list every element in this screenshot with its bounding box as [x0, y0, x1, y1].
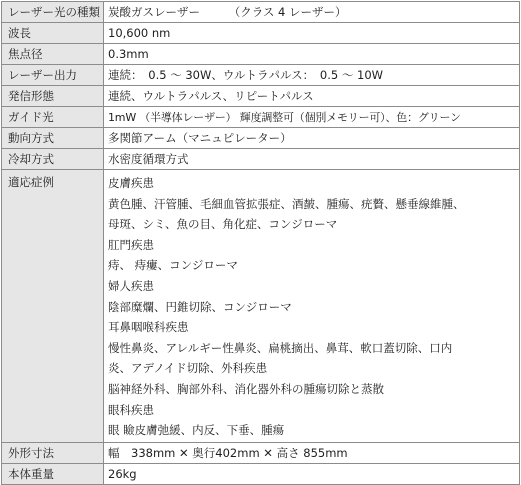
spec-row-wavelength	[2, 23, 520, 44]
spec-row-weight	[2, 464, 520, 485]
row-value: 連続： 0.5 〜 30W、ウルトラパルス： 0.5 〜 10W	[104, 65, 520, 86]
indication-item: 痔、 痔瘻、コンジローマ	[108, 258, 238, 273]
spec-row-emission-mode	[2, 86, 520, 107]
row-value: 炭酸ガスレーザー （クラス 4 レーザー）	[104, 2, 520, 23]
row-label: 冷却方式	[2, 149, 104, 170]
row-value: 1mW （半導体レーザー） 輝度調整可（個別メモリー可）、色：グリーン	[104, 107, 520, 128]
row-value: 連続、ウルトラパルス、リピートパルス	[104, 86, 520, 107]
row-value: 0.3mm	[104, 44, 520, 65]
row-label: 動向方式	[2, 128, 104, 149]
row-label: レーザー光の種類	[2, 2, 104, 23]
indication-item: 陰部糜爛、円錐切除、コンジローマ	[108, 299, 292, 314]
row-value: 26kg	[104, 464, 520, 485]
row-value: 多関節アーム（マニュピレーター）	[104, 128, 520, 149]
row-label: 外形寸法	[2, 443, 104, 464]
indication-item: 慢性鼻炎、アレルギー性鼻炎、扁桃摘出、鼻茸、軟口蓋切除、口内	[108, 340, 453, 355]
row-value: 水密度循環方式	[104, 149, 520, 170]
indication-item: 眼 瞼皮膚弛緩、内反、下垂、腫瘍	[108, 423, 285, 438]
laser-spec-table	[1, 1, 520, 485]
indication-category: 婦人疾患	[108, 278, 154, 293]
row-value: 幅 338mm ✕ 奥行402mm ✕ 高さ 855mm	[104, 443, 520, 464]
spec-row-indications	[2, 170, 520, 443]
spec-row-dimensions	[2, 443, 520, 464]
spec-row-drive-system	[2, 128, 520, 149]
indication-item: 炎、アデノイド切除、外科疾患	[108, 361, 268, 376]
indication-item: 脳神経外科、胸部外科、消化器外科の腫瘍切除と蒸散	[108, 381, 384, 396]
spec-row-focus-diameter	[2, 44, 520, 65]
indication-category: 耳鼻咽喉科疾患	[108, 320, 189, 335]
indication-item: 黄色腫、汗管腫、毛細血管拡張症、酒皶、腫瘍、疣贅、懸垂線維腫、	[108, 196, 465, 211]
spec-row-guide-light	[2, 107, 520, 128]
indication-category: 肛門疾患	[108, 237, 154, 252]
row-label: 焦点径	[2, 44, 104, 65]
row-label: 本体重量	[2, 464, 104, 485]
spec-row-laser-output	[2, 65, 520, 86]
indication-category: 皮膚疾患	[108, 176, 154, 190]
row-label: 適応症例	[2, 170, 104, 443]
row-label: ガイド光	[2, 107, 104, 128]
indication-category: 眼科疾患	[108, 402, 154, 417]
spec-row-laser-type	[2, 2, 520, 23]
row-value: 10,600 nm	[104, 23, 520, 44]
row-label: 波長	[2, 23, 104, 44]
row-label: 発信形態	[2, 86, 104, 107]
indications-list	[104, 170, 520, 443]
indication-item: 母斑、シミ、魚の目、角化症、コンジローマ	[108, 217, 338, 232]
spec-row-cooling	[2, 149, 520, 170]
row-label: レーザー出力	[2, 65, 104, 86]
